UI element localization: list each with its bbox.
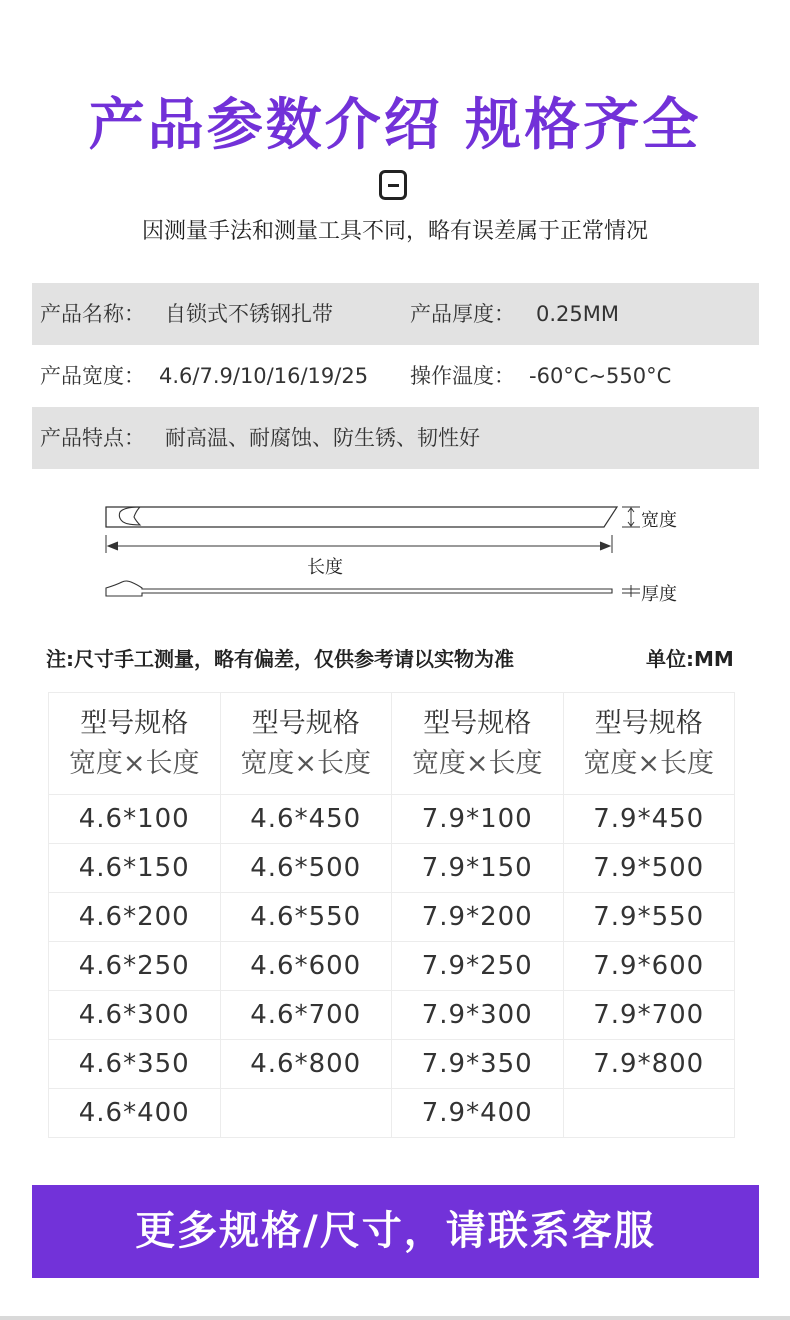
table-cell: 4.6*400	[49, 1089, 221, 1138]
spec-thickness-label: 产品厚度：	[410, 302, 515, 326]
table-header-cell: 型号规格 宽度×长度	[49, 693, 221, 795]
spec-width-value: 4.6/7.9/10/16/19/25	[159, 364, 369, 388]
table-row	[49, 844, 735, 893]
table-row	[49, 991, 735, 1040]
table-row	[49, 1089, 735, 1138]
table-cell: 4.6*700	[220, 991, 392, 1040]
table-cell	[563, 1089, 735, 1138]
bottom-divider	[0, 1316, 790, 1320]
table-cell: 7.9*400	[392, 1089, 564, 1138]
table-cell: 7.9*100	[392, 795, 564, 844]
table-row	[49, 893, 735, 942]
table-cell: 4.6*250	[49, 942, 221, 991]
table-cell: 4.6*500	[220, 844, 392, 893]
thickness-dimension-label: 厚度	[641, 584, 677, 605]
table-cell: 4.6*450	[220, 795, 392, 844]
spec-row-name-thickness	[32, 283, 759, 345]
table-cell: 4.6*300	[49, 991, 221, 1040]
size-table	[48, 692, 735, 1138]
table-cell	[220, 1089, 392, 1138]
table-header-cell: 型号规格 宽度×长度	[220, 693, 392, 795]
cable-tie-diagram	[0, 495, 790, 610]
unit-label: 单位:MM	[646, 647, 734, 671]
table-row	[49, 1040, 735, 1089]
table-cell: 7.9*600	[563, 942, 735, 991]
table-row	[49, 795, 735, 844]
table-cell: 7.9*800	[563, 1040, 735, 1089]
spec-temp-value: -60°C~550°C	[529, 364, 672, 388]
contact-service-banner[interactable]: 更多规格/尺寸，请联系客服	[32, 1185, 759, 1278]
table-cell: 7.9*150	[392, 844, 564, 893]
measurement-note: 注:尺寸手工测量，略有偏差，仅供参考请以实物为准	[46, 647, 514, 671]
table-header-row	[49, 693, 735, 795]
table-cell: 7.9*350	[392, 1040, 564, 1089]
spec-row-width-temp	[32, 345, 759, 407]
table-row	[49, 942, 735, 991]
spec-feature-label: 产品特点：	[40, 426, 145, 450]
minus-icon	[379, 170, 407, 200]
table-cell: 7.9*700	[563, 991, 735, 1040]
table-cell: 4.6*600	[220, 942, 392, 991]
table-cell: 4.6*350	[49, 1040, 221, 1089]
table-cell: 4.6*150	[49, 844, 221, 893]
table-header-cell: 型号规格 宽度×长度	[392, 693, 564, 795]
table-cell: 7.9*250	[392, 942, 564, 991]
table-cell: 7.9*550	[563, 893, 735, 942]
spec-feature-value: 耐高温、耐腐蚀、防生锈、韧性好	[165, 426, 480, 450]
spec-thickness-value: 0.25MM	[536, 302, 619, 326]
measurement-disclaimer: 因测量手法和测量工具不同，略有误差属于正常情况	[141, 219, 648, 244]
table-cell: 4.6*800	[220, 1040, 392, 1089]
width-dimension-label: 宽度	[641, 510, 677, 531]
table-cell: 4.6*550	[220, 893, 392, 942]
table-header-cell: 型号规格 宽度×长度	[563, 693, 735, 795]
table-cell: 7.9*450	[563, 795, 735, 844]
table-cell: 4.6*100	[49, 795, 221, 844]
spec-row-features	[32, 407, 759, 469]
table-cell: 7.9*500	[563, 844, 735, 893]
spec-width-label: 产品宽度：	[40, 364, 145, 388]
table-cell: 7.9*200	[392, 893, 564, 942]
spec-name-label: 产品名称：	[40, 302, 145, 326]
length-dimension-label: 长度	[307, 557, 343, 578]
spec-name-value: 自锁式不锈钢扎带	[165, 302, 333, 326]
table-cell: 7.9*300	[392, 991, 564, 1040]
page-title: 产品参数介绍 规格齐全	[88, 93, 702, 158]
table-cell: 4.6*200	[49, 893, 221, 942]
spec-temp-label: 操作温度：	[410, 364, 515, 388]
